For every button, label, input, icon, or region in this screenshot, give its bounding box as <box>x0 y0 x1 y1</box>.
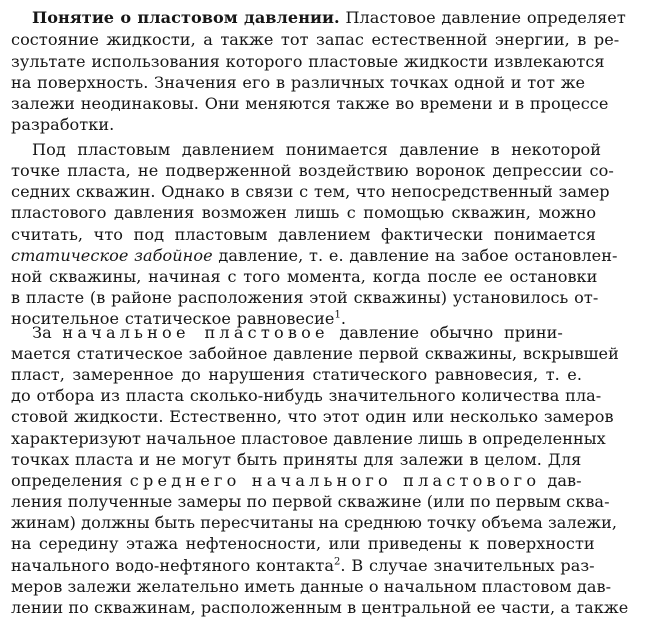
text-line-4: на поверхность. Значения его в различных точках одной и тот же <box>11 73 586 92</box>
line-text-after: . В случае значительных раз- <box>340 556 595 575</box>
line-text: дав- <box>540 471 582 490</box>
text-line-13: ной скважины, начиная с того момента, когда после ее остановки <box>11 267 598 286</box>
text-line-10: пластового давления возможен лишь с помощью скважин, можно <box>11 203 597 222</box>
text-line-16 <box>32 324 563 343</box>
line-text: давление, т. е. давление на забое остановлен- <box>212 246 618 265</box>
text-line-2: состояние жидкости, а также тот запас естественной энергии, в ре- <box>11 30 620 49</box>
text-line-23 <box>11 472 582 491</box>
text-line-28: меров залежи желательно иметь данные о начальном пластовом дав- <box>11 577 612 596</box>
text-line-1 <box>32 9 654 28</box>
text-line-14: в пласте (в районе расположения этой скважины) установилось от- <box>11 288 599 307</box>
line-lead: определения <box>11 471 130 490</box>
footnote-ref-1: 1 <box>334 309 341 321</box>
text-line-6: разработки. <box>11 115 115 134</box>
text-line-25: жинам) должны быть пересчитаны на среднюю точку объема залежи, <box>11 513 618 532</box>
text-line-24: ления полученные замеры по первой скважине (или по первым сква- <box>11 492 610 511</box>
line-text-after: . <box>340 309 347 328</box>
text-line-27 <box>11 557 595 576</box>
line-text: начального водо-нефтяного контакта <box>11 556 334 575</box>
section-heading: Понятие о пластовом давлении. <box>32 8 340 27</box>
text-line-20: стовой жидкости. Естественно, что этот один или несколько замеров <box>11 407 614 426</box>
text-line-26: на середину этажа нефтеносности, или приведены к поверхности <box>11 534 595 553</box>
line-text: давление обычно прини- <box>328 323 563 342</box>
text-line-9: седних скважин. Однако в связи с тем, что непосредственный замер <box>11 182 610 201</box>
text-line-7: Под пластовым давлением понимается давление в некоторой <box>32 140 602 159</box>
spaced-term: среднего начального пластового <box>129 471 541 490</box>
text-line-11: считать, что под пластовым давлением фактически понимается <box>11 225 596 244</box>
text-line-3: зультате использования которого пластовые жидкости извлекаются <box>11 52 605 71</box>
line-text: Пластовое давление определяет <box>339 8 626 27</box>
line-lead: За <box>32 323 63 342</box>
text-line-21: характеризуют начальное пластовое давление лишь в определенных <box>11 429 606 448</box>
spaced-term: начальное пластовое <box>62 323 329 342</box>
text-line-22: точках пласта и не могут быть приняты для залежи в целом. Для <box>11 450 582 469</box>
text-line-8: точке пласта, не подверженной воздействию воронок депрессии со- <box>11 161 614 180</box>
footnote-ref-2: 2 <box>333 556 341 568</box>
text-line-5: залежи неодинаковы. Они меняются также во времени и в процессе <box>11 94 609 113</box>
text-line-19: до отбора из пласта сколько-нибудь значительного количества пла- <box>11 386 602 405</box>
text-line-12 <box>11 247 618 266</box>
text-line-29: лении по скважинам, расположенным в центральной ее части, а также <box>11 598 629 617</box>
line-text: носительное статическое равновесие <box>11 309 335 328</box>
italic-term: статическое забойное <box>11 246 213 265</box>
text-line-18: пласт, замеренное до нарушения статического равновесия, т. е. <box>11 365 583 384</box>
text-line-17: мается статическое забойное давление первой скважины, вскрывшей <box>11 344 619 363</box>
